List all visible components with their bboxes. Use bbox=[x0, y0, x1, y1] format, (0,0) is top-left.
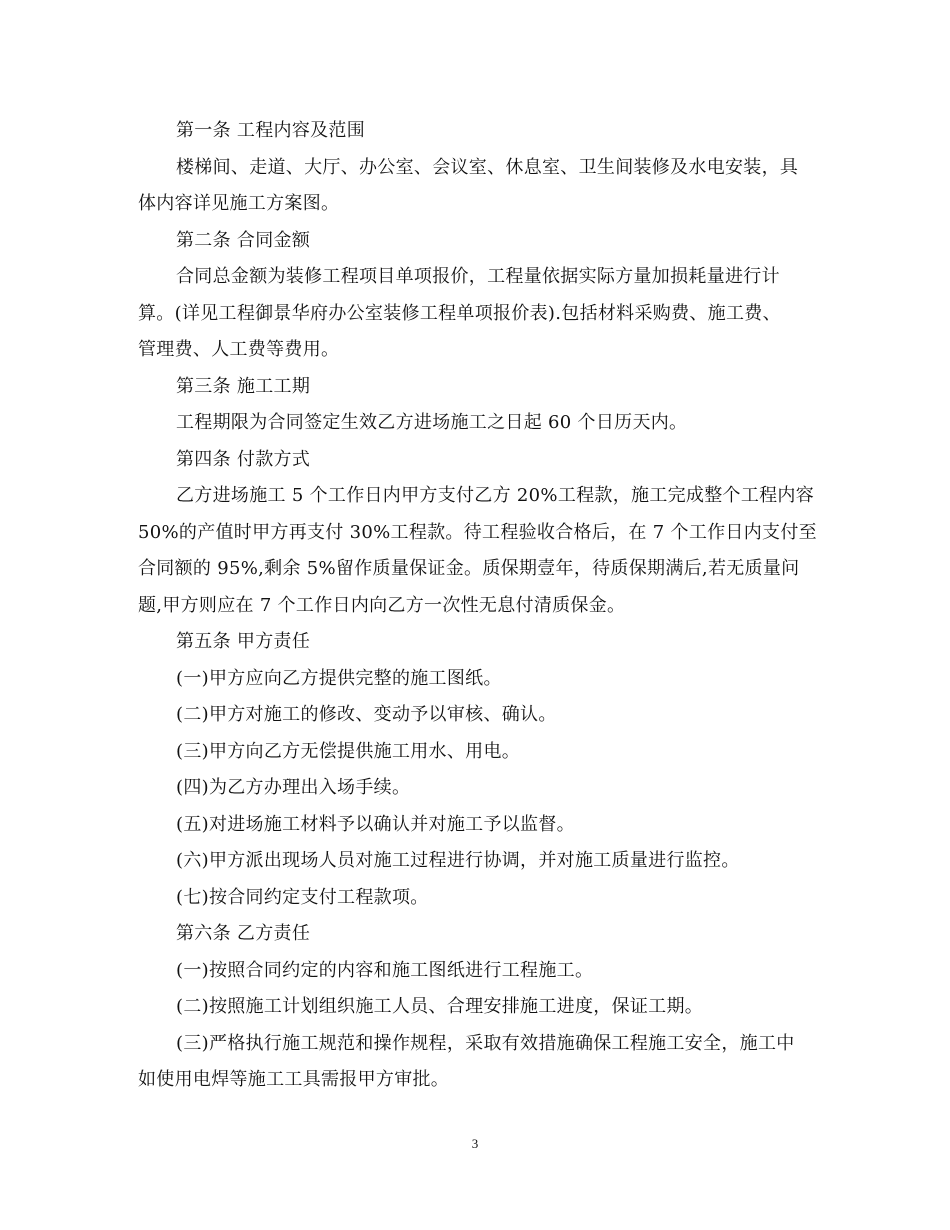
text-line: (六)甲方派出现场人员对施工过程进行协调，并对施工质量进行监控。 bbox=[176, 850, 740, 871]
text-line: (二)按照施工计划组织施工人员、合理安排施工进度，保证工期。 bbox=[176, 996, 704, 1017]
text-line: 体内容详见施工方案图。 bbox=[138, 193, 340, 214]
text-line: 题,甲方则应在 7 个工作日内向乙方一次性无息付清质保金。 bbox=[138, 594, 626, 616]
text-line: (三)严格执行施工规范和操作规程，采取有效措施确保工程施工安全，施工中 bbox=[176, 1032, 795, 1054]
text-line: 50%的产值时甲方再支付 30%工程款。待工程验收合格后，在 7 个工作日内支付至 bbox=[138, 521, 817, 543]
document-body bbox=[138, 113, 817, 1099]
text-line: 第六条 乙方责任 bbox=[176, 923, 311, 944]
text-line: (一)按照合同约定的内容和施工图纸进行工程施工。 bbox=[176, 959, 594, 981]
text-line: 楼梯间、走道、大厅、办公室、会议室、休息室、卫生间装修及水电安装，具 bbox=[176, 156, 799, 178]
text-line: 第二条 合同金额 bbox=[176, 229, 311, 251]
text-line: 第五条 甲方责任 bbox=[176, 631, 311, 652]
text-line: 算。(详见工程御景华府办公室装修工程单项报价表).包括材料采购费、施工费、 bbox=[138, 302, 781, 324]
text-line: (四)为乙方办理出入场手续。 bbox=[176, 777, 411, 798]
text-line: 第四条 付款方式 bbox=[176, 448, 311, 470]
text-line: (一)甲方应向乙方提供完整的施工图纸。 bbox=[176, 667, 502, 689]
text-line: 如使用电焊等施工工具需报甲方审批。 bbox=[138, 1069, 450, 1090]
text-line: 合同额的 95%,剩余 5%留作质量保证金。质保期壹年，待质保期满后,若无质量问 bbox=[138, 558, 800, 579]
text-line: 合同总金额为装修工程项目单项报价，工程量依据实际方量加损耗量进行计 bbox=[176, 266, 780, 287]
text-line: (二)甲方对施工的修改、变动予以审核、确认。 bbox=[176, 704, 557, 725]
text-line: 第三条 施工工期 bbox=[176, 375, 311, 397]
text-line: 管理费、人工费等费用。 bbox=[138, 339, 340, 360]
text-line: 工程期限为合同签定生效乙方进场施工之日起 60 个日历天内。 bbox=[176, 412, 688, 433]
text-line: 第一条 工程内容及范围 bbox=[176, 120, 366, 141]
text-line: 乙方进场施工 5 个工作日内甲方支付乙方 20%工程款，施工完成整个工程内容 bbox=[176, 485, 815, 506]
page-number: 3 bbox=[471, 1136, 479, 1151]
text-line: (五)对进场施工材料予以确认并对施工予以监督。 bbox=[176, 813, 575, 835]
text-line: (七)按合同约定支付工程款项。 bbox=[176, 886, 429, 908]
text-line: (三)甲方向乙方无偿提供施工用水、用电。 bbox=[176, 740, 521, 762]
